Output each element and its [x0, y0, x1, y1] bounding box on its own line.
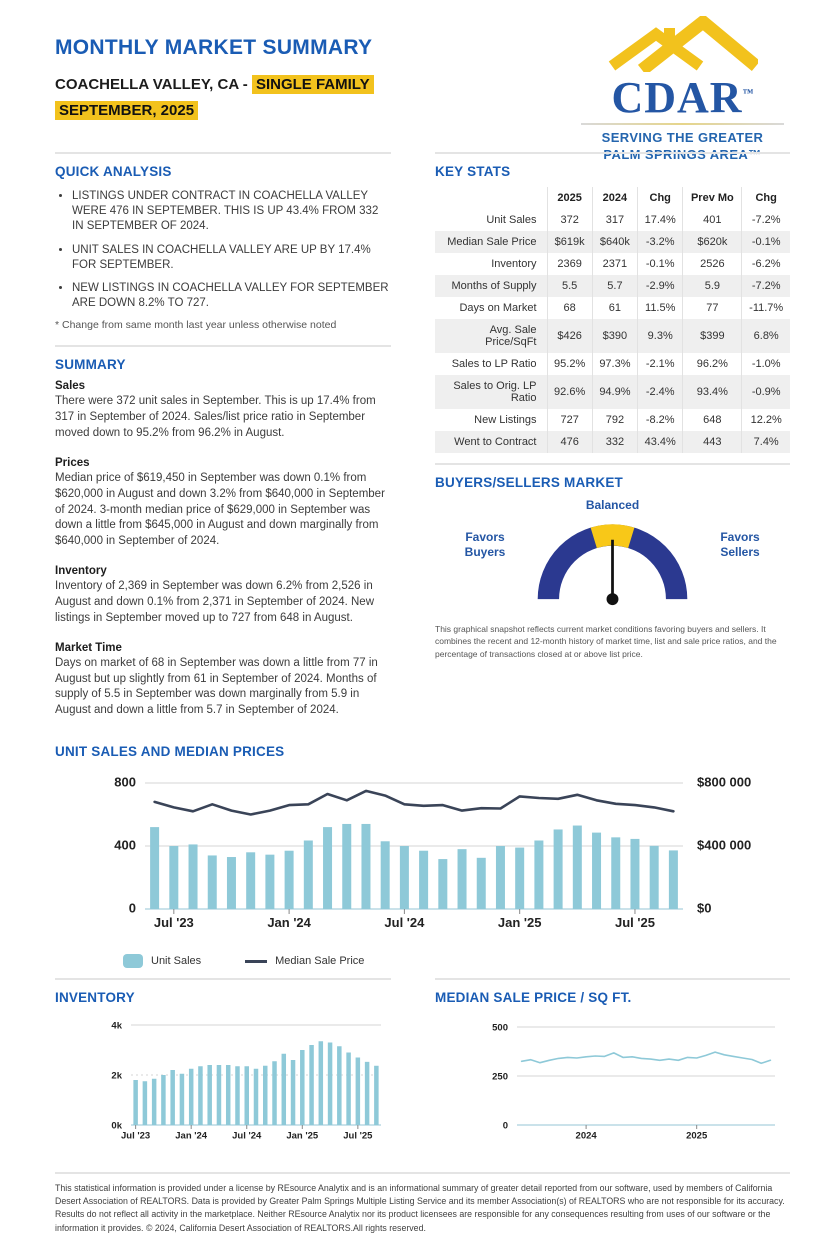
- col-2024: 2024: [592, 187, 637, 209]
- svg-text:Jul '24: Jul '24: [384, 915, 425, 931]
- subtitle-property-type: SINGLE FAMILY: [252, 75, 374, 94]
- unit-sales-median-prices-chart: [83, 767, 783, 945]
- section-divider: [435, 152, 790, 154]
- svg-text:2024: 2024: [575, 1130, 597, 1142]
- gauge-favors-sellers-label: Favors Sellers: [720, 530, 760, 559]
- col-chg-mo: Chg: [742, 187, 790, 209]
- quick-analysis-heading: QUICK ANALYSIS: [55, 164, 172, 179]
- col-prev-mo: Prev Mo: [683, 187, 742, 209]
- svg-text:250: 250: [492, 1071, 508, 1083]
- table-row: Months of Supply 5.5 5.7 -2.9% 5.9 -7.2%: [435, 275, 790, 297]
- report-subtitle: [55, 72, 374, 125]
- summary-sales: [55, 380, 391, 442]
- legend-unit-sales: Unit Sales: [151, 955, 202, 968]
- quick-analysis-bullet: • UNIT SALES IN COACHELLA VALLEY ARE UP BY 17.4% FOR SEPTEMBER.: [72, 243, 391, 273]
- svg-text:0: 0: [128, 900, 136, 916]
- svg-text:2025: 2025: [686, 1130, 708, 1142]
- subtitle-area: COACHELLA VALLEY, CA -: [55, 76, 252, 93]
- svg-text:Jan '24: Jan '24: [267, 915, 311, 931]
- cdar-logo: [575, 16, 790, 164]
- svg-text:0: 0: [502, 1120, 508, 1132]
- buyers-sellers-heading: BUYERS/SELLERS MARKET: [435, 475, 623, 490]
- section-divider: [435, 978, 790, 980]
- roof-icon: [608, 16, 758, 72]
- svg-text:$0: $0: [697, 900, 712, 916]
- svg-text:Jul '23: Jul '23: [153, 915, 194, 931]
- trademark-symbol: ™: [742, 87, 754, 100]
- chart-legend: [123, 954, 790, 968]
- summary-section-text: Median price of $619,450 in September was down 0.1% from $620,000 in August and down 3.2% from $640,000 in September of 2024. 3-month median price of $629,000 in September was down a little from $645,000 in August and down marginally from $640,000 in September of 2024.: [55, 471, 385, 548]
- quick-analysis-bullet: • LISTINGS UNDER CONTRACT IN COACHELLA VALLEY WERE 476 IN SEPTEMBER. THIS IS UP 43.4% FROM 332 IN SEPTEMBER OF 2024.: [72, 189, 391, 235]
- price-sqft-chart-title: MEDIAN SALE PRICE / SQ FT.: [435, 990, 632, 1006]
- col-chg: Chg: [638, 187, 683, 209]
- section-divider: [55, 345, 391, 347]
- table-row: Went to Contract 476 332 43.4% 443 7.4%: [435, 431, 790, 453]
- section-divider: [435, 463, 790, 465]
- table-row: Days on Market 68 61 11.5% 77 -11.7%: [435, 297, 790, 319]
- summary-inventory: [55, 565, 391, 627]
- section-divider: [55, 978, 391, 980]
- svg-text:0k: 0k: [111, 1120, 122, 1132]
- quick-analysis-list: [55, 189, 391, 311]
- svg-text:Jan '24: Jan '24: [175, 1130, 208, 1142]
- gauge-caption: This graphical snapshot reflects current market conditions favoring buyers and sellers. It combines the recent and 12-month history of market time, list and sale price ratios, and the percentage of transactions closed at or above list price.: [435, 624, 777, 659]
- col-2025: 2025: [547, 187, 592, 209]
- table-row: Avg. Sale Price/SqFt $426 $390 9.3% $399 6.8%: [435, 319, 790, 353]
- summary-section-title: Inventory: [55, 565, 107, 578]
- table-row: New Listings 727 792 -8.2% 648 12.2%: [435, 409, 790, 431]
- svg-text:Jul '25: Jul '25: [343, 1130, 373, 1142]
- header-titles: [55, 10, 374, 125]
- svg-text:$400 000: $400 000: [697, 837, 752, 853]
- gauge-favors-buyers-label: Favors Buyers: [464, 530, 506, 559]
- inventory-section: [55, 978, 391, 1158]
- svg-text:Jan '25: Jan '25: [286, 1130, 319, 1142]
- svg-text:500: 500: [492, 1022, 508, 1034]
- inventory-chart-title: INVENTORY: [55, 990, 135, 1006]
- quick-analysis-footnote: * Change from same month last year unless otherwise noted: [55, 319, 337, 332]
- unit-sales-swatch-icon: [123, 954, 143, 968]
- table-row: Inventory 2369 2371 -0.1% 2526 -6.2%: [435, 253, 790, 275]
- table-row: Unit Sales 372 317 17.4% 401 -7.2%: [435, 209, 790, 231]
- footer-disclaimer: This statistical information is provided under a license by REsource Analytix and is an informational summary of greater detail reported from our software, used by members of California Desert Association of REALTORS. Data is provided by Greater Palm Springs Multiple Listing Service and its member Association(s) of REALTORS who are not responsible for its accuracy. Results do not reflect all activity in the marketplace. Neither REsource Analytix nor its product licensees are responsible for any consequences resulting from uses of our software or the information it provides. © 2024, California Desert Association of REALTORS.All rights reserved.: [55, 1172, 790, 1235]
- svg-text:4k: 4k: [111, 1020, 122, 1032]
- svg-text:800: 800: [114, 774, 136, 790]
- logo-tagline: SERVING THE GREATER PALM SPRINGS AREA™: [601, 129, 764, 162]
- summary-prices: [55, 457, 391, 550]
- key-stats-table: [435, 187, 790, 453]
- summary-market-time: [55, 642, 391, 719]
- subtitle-report-month: SEPTEMBER, 2025: [55, 101, 198, 120]
- unit-sales-section: [55, 744, 790, 968]
- key-stats-heading: KEY STATS: [435, 164, 511, 179]
- summary-section-title: Market Time: [55, 641, 122, 654]
- report-header: [55, 10, 790, 162]
- left-column: [55, 152, 391, 734]
- price-sqft-section: [435, 978, 790, 1158]
- price-sqft-chart: [463, 1013, 793, 1153]
- svg-text:Jul '23: Jul '23: [121, 1130, 151, 1142]
- right-column: [435, 152, 790, 660]
- page-title: MONTHLY MARKET SUMMARY: [55, 36, 373, 59]
- summary-section-title: Sales: [55, 380, 86, 393]
- median-price-line-icon: [245, 960, 267, 963]
- svg-text:2k: 2k: [111, 1070, 122, 1082]
- table-header-row: [435, 187, 790, 209]
- unit-sales-chart-title: UNIT SALES AND MEDIAN PRICES: [55, 744, 285, 760]
- table-row: Sales to LP Ratio 95.2% 97.3% -2.1% 96.2% -1.0%: [435, 353, 790, 375]
- svg-text:Jul '24: Jul '24: [232, 1130, 262, 1142]
- cdar-wordmark: CDAR™: [611, 73, 754, 122]
- table-row: Median Sale Price $619k $640k -3.2% $620k -0.1%: [435, 231, 790, 253]
- summary-heading: SUMMARY: [55, 357, 126, 373]
- table-row: Sales to Orig. LP Ratio 92.6% 94.9% -2.4% 93.4% -0.9%: [435, 375, 790, 409]
- gauge-dial-icon: [525, 516, 700, 611]
- svg-text:$800 000: $800 000: [697, 774, 752, 790]
- summary-section-title: Prices: [55, 456, 90, 469]
- svg-text:Jan '25: Jan '25: [497, 915, 542, 931]
- summary-section-text: Inventory of 2,369 in September was down 6.2% from 2,526 in August and down 0.1% from 2,371 in September of 2024. New listings in September moved up to 727 from 648 in August.: [55, 580, 375, 624]
- market-gauge: [435, 498, 790, 660]
- logo-divider: [581, 123, 784, 125]
- inventory-chart: [83, 1013, 395, 1153]
- legend-median-sale-price: Median Sale Price: [275, 955, 365, 968]
- gauge-balanced-label: Balanced: [585, 498, 640, 512]
- summary-section-text: There were 372 unit sales in September. This is up 17.4% from 317 in September of 2024. Sales/list price ratio in September moved down to 95.2% from 96.2% in August.: [55, 395, 376, 439]
- section-divider: [55, 152, 391, 154]
- quick-analysis-bullet: • NEW LISTINGS IN COACHELLA VALLEY FOR SEPTEMBER ARE DOWN 8.2% TO 727.: [72, 281, 391, 311]
- summary-section-text: Days on market of 68 in September was down a little from 77 in August but up slightly from 61 in September of 2024. Months of supply of 5.5 in September was down marginally from 5.9 in August and down a little from 5.7 in September of 2024.: [55, 656, 378, 717]
- svg-text:400: 400: [114, 837, 136, 853]
- svg-text:Jul '25: Jul '25: [614, 915, 655, 931]
